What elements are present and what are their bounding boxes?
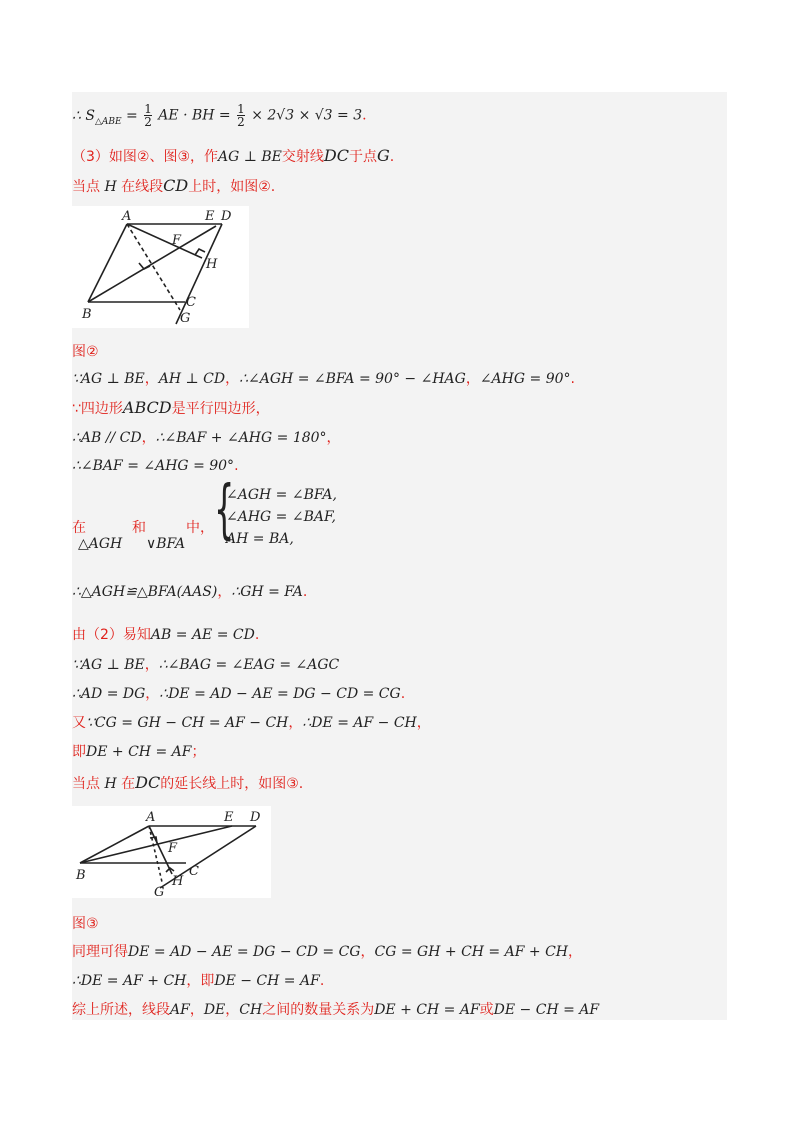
math: CD	[163, 176, 189, 195]
text: 交射线	[281, 149, 324, 165]
text: 即	[72, 744, 86, 760]
figure-3	[72, 806, 271, 898]
text: ；	[191, 744, 206, 760]
label-D: D	[221, 209, 232, 224]
comma: ，	[225, 371, 240, 387]
text: ∵四边形	[72, 401, 123, 417]
condition-1: ∠AGH = ∠BFA,	[226, 487, 337, 503]
math: ∴DE = AF + CH	[72, 973, 187, 989]
segment-AG-dashed	[149, 826, 162, 882]
period: .	[389, 149, 395, 165]
line-angle-equalities	[72, 655, 339, 675]
label-H: H	[172, 874, 184, 889]
line-part3-intro	[72, 146, 394, 167]
figure-2-svg	[72, 206, 249, 328]
label-B: B	[76, 868, 86, 883]
math: H	[104, 179, 117, 195]
math: AB = AE = CD	[150, 627, 255, 643]
line-parallel-angles	[72, 428, 341, 448]
math: DE − CH = AF	[214, 973, 320, 989]
figure-3-caption: 图③	[72, 916, 99, 932]
label-B: B	[82, 307, 92, 322]
text: （3）如图②、图③，作	[72, 149, 219, 165]
line-summary	[72, 1000, 599, 1020]
math: ∴∠BAF + ∠AHG = 180°	[155, 430, 327, 446]
line-similarly	[72, 942, 582, 962]
label-F: F	[172, 233, 182, 248]
comma: ，	[186, 973, 201, 989]
text: 的延长线上时，如图③.	[160, 776, 304, 792]
triangle-AGH	[78, 534, 122, 554]
figure-2	[72, 206, 249, 328]
math: DC	[135, 773, 161, 792]
line-case1-intro	[72, 176, 275, 197]
text: 和	[132, 520, 146, 536]
math: ∵CG = GH − CH = AF − CH	[86, 715, 289, 731]
text: 中，	[186, 520, 214, 536]
label-F: F	[168, 841, 178, 856]
math: ∴∠AGH = ∠BFA = 90° − ∠HAG	[239, 371, 466, 387]
text-he	[132, 518, 146, 538]
text: 在	[72, 520, 86, 536]
label-E: E	[224, 810, 234, 825]
line-perpendicular-facts	[72, 369, 575, 389]
math: ∴∠BAG = ∠EAG = ∠AGC	[158, 657, 340, 673]
label-D: D	[250, 810, 261, 825]
label-C: C	[189, 864, 199, 879]
comma: ，	[288, 715, 303, 731]
comma: ，	[416, 715, 431, 731]
line-case1-conclusion	[72, 742, 205, 762]
math: ∵AG ⊥ BE	[72, 371, 145, 387]
math: ∴∠BAF = ∠AHG = 90°	[72, 458, 235, 474]
math: CH	[239, 1002, 263, 1018]
math: DE = AD − AE = DG − CD = CG	[128, 944, 361, 960]
segment-AB	[80, 826, 149, 863]
right-angle-F	[139, 263, 150, 269]
math: AF	[170, 1002, 190, 1018]
period: .	[234, 458, 239, 474]
period: .	[254, 627, 260, 643]
text: 综上所述，线段	[72, 1002, 170, 1018]
math: DE + CH = AF	[86, 744, 192, 760]
segment-DG	[176, 224, 222, 324]
comma: ，	[144, 657, 159, 673]
period: .	[319, 973, 325, 989]
line-case2-conclusion	[72, 971, 324, 991]
line-area-formula: ∴ $S_{\triangle ABE}$ = $\frac{1}{2}$ AE · BH = $\frac{1}{2}$ × 2√3 × √3 = 3.	[72, 102, 367, 129]
text-zhong	[186, 518, 214, 538]
text: 当点	[72, 179, 100, 195]
line-parallelogram	[72, 398, 270, 419]
math: ∴AD = DG	[72, 686, 146, 702]
math: ∴AB // CD	[72, 430, 142, 446]
math: ∠AHG = 90°	[479, 371, 571, 387]
figure-2-caption: 图②	[72, 344, 99, 360]
condition-3: AH = BA,	[226, 531, 294, 547]
line-cg-relation	[72, 713, 431, 733]
period: .	[570, 371, 575, 387]
comma: ，	[217, 584, 232, 600]
math: ∨BFA	[146, 536, 186, 552]
text: 同理可得	[72, 944, 128, 960]
text: 由（2）易知	[72, 627, 151, 643]
figure-3-svg	[72, 806, 271, 898]
math: ∵AG ⊥ BE	[72, 657, 145, 673]
text: 或	[479, 1002, 494, 1018]
math: G	[376, 146, 390, 165]
text: 又	[72, 715, 86, 731]
period: .	[302, 584, 308, 600]
text: 之间的数量关系为	[262, 1002, 375, 1018]
line-de-equals-cg	[72, 684, 405, 704]
text: 当点	[72, 776, 100, 792]
math: CG = GH + CH = AF + CH	[374, 944, 568, 960]
triangle-BFA	[146, 534, 185, 554]
math: ∴DE = AF − CH	[302, 715, 417, 731]
math: ABCD	[122, 398, 172, 417]
label-C: C	[186, 295, 196, 310]
comma: ，	[326, 430, 341, 446]
fraction-half: $\frac{1}{2}$	[237, 102, 245, 129]
math: ∴△AGH≌△BFA(AAS)	[72, 584, 218, 600]
fraction-half: $\frac{1}{2}$	[144, 102, 152, 129]
math: DE	[203, 1002, 226, 1018]
brace-symbol: {	[214, 473, 235, 547]
text: 上时，如图②.	[188, 179, 276, 195]
math: △AGH	[78, 536, 123, 552]
comma: ，	[465, 371, 480, 387]
math: AH ⊥ CD	[158, 371, 226, 387]
math: DE + CH = AF	[374, 1002, 480, 1018]
label-H: H	[206, 257, 218, 272]
comma: ，	[144, 371, 159, 387]
comma: ，	[189, 1002, 204, 1018]
math: AG ⊥ BE	[218, 149, 282, 165]
math: ∴GH = FA	[231, 584, 303, 600]
line-from-part2	[72, 625, 259, 645]
math: DE − CH = AF	[493, 1002, 600, 1018]
label-G: G	[154, 885, 165, 898]
period: .	[362, 107, 367, 124]
period: .	[400, 686, 406, 702]
label-E: E	[205, 209, 215, 224]
condition-2: ∠AHG = ∠BAF,	[226, 509, 336, 525]
label-G: G	[180, 311, 191, 326]
math: DC	[323, 146, 349, 165]
text: 即	[200, 973, 215, 989]
comma: ，	[225, 1002, 240, 1018]
comma: ，	[360, 944, 375, 960]
text: 于点	[348, 149, 377, 165]
line-congruence-result	[72, 582, 307, 602]
label-A: A	[122, 209, 132, 224]
comma: ，	[568, 944, 582, 960]
text: 在	[121, 776, 136, 792]
math: H	[104, 776, 117, 792]
right-angle-H	[195, 249, 205, 255]
text: 在线段	[121, 179, 164, 195]
line-case2-intro	[72, 773, 303, 794]
congruence-conditions	[214, 473, 374, 552]
label-A: A	[146, 810, 156, 825]
text: 是平行四边形，	[171, 401, 270, 417]
comma: ，	[141, 430, 156, 446]
comma: ，	[145, 686, 160, 702]
math: ∴DE = AD − AE = DG − CD = CG	[159, 686, 401, 702]
